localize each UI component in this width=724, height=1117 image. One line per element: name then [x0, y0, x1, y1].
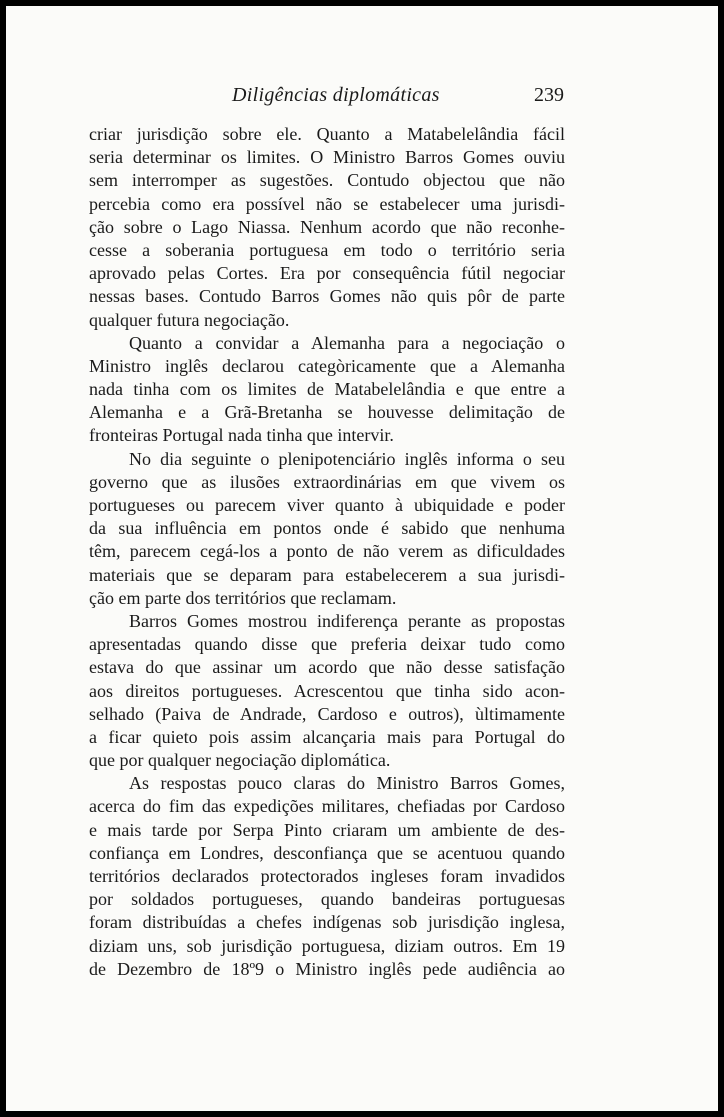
text-line: confiança em Londres, desconfiança que se acentuou quando	[89, 842, 565, 863]
text-line: selhado (Paiva de Andrade, Cardoso e outros), ùltimamente	[89, 703, 565, 724]
text-line: sem interromper as sugestões. Contudo objectou que não	[89, 170, 565, 191]
text-line: por soldados portugueses, quando bandeiras portuguesas	[89, 889, 565, 910]
text-line: diziam uns, sob jurisdição portuguesa, diziam outros. Em 19	[89, 935, 565, 956]
text-line: da sua influência em pontos onde é sabido que nenhuma	[89, 518, 565, 539]
text-line: governo que as ilusões extraordinárias em que vivem os	[89, 471, 565, 492]
text-line: portugueses ou parecem viver quanto à ubiquidade e poder	[89, 495, 565, 515]
text-line: ção sobre o Lago Niassa. Nenhum acordo que não reconhe-	[89, 216, 565, 237]
text-line: Quanto a convidar a Alemanha para a negociação o	[129, 332, 565, 353]
text-line: ção em parte dos territórios que reclamam.	[89, 587, 397, 608]
text-line: materiais que se deparam para estabelecerem a sua jurisdi-	[89, 564, 565, 585]
text-line: têm, parecem cegá-los a ponto de não verem as dificuldades	[89, 541, 565, 562]
text-line: aprovado pelas Cortes. Era por consequência fútil negociar	[89, 263, 565, 284]
text-line: No dia seguinte o plenipotenciário inglês informa o seu	[129, 448, 565, 469]
text-line: cesse a soberania portuguesa em todo o território seria	[89, 239, 565, 260]
text-line: As respostas pouco claras do Ministro Barros Gomes,	[129, 773, 565, 794]
text-line: que por qualquer negociação diplomática.	[89, 750, 391, 771]
running-title: Diligências diplomáticas	[232, 84, 440, 106]
text-line: qualquer futura negociação.	[89, 309, 290, 330]
text-line: territórios declarados protectorados ingleses foram invadidos	[89, 866, 565, 886]
text-line: estava do que assinar um acordo que não desse satisfação	[89, 657, 565, 678]
text-line: apresentadas quando disse que preferia deixar tudo como	[89, 634, 565, 655]
text-line: acerca do fim das expedições militares, chefiadas por Cardoso	[89, 796, 565, 817]
text-line: Barros Gomes mostrou indiferença perante as propostas	[129, 610, 565, 631]
document-page	[6, 6, 718, 1111]
text-line: percebia como era possível não se estabelecer uma jurisdi-	[89, 193, 565, 214]
body-text	[89, 123, 565, 981]
text-line: Ministro inglês declarou categòricamente que a Alemanha	[89, 355, 565, 376]
text-line: nada tinha com os limites de Matabelelândia e que entre a	[89, 379, 565, 400]
text-line: a ficar quieto pois assim alcançaria mais para Portugal do	[89, 726, 565, 747]
text-line: nessas bases. Contudo Barros Gomes não quis pôr de parte	[89, 286, 565, 307]
page-header	[88, 84, 564, 112]
text-line: aos direitos portugueses. Acrescentou que tinha sido acon-	[89, 680, 565, 701]
text-line: Alemanha e a Grã-Bretanha se houvesse delimitação de	[89, 402, 565, 423]
page-number: 239	[534, 84, 564, 106]
text-line: seria determinar os limites. O Ministro Barros Gomes ouviu	[89, 147, 565, 168]
text-line: de Dezembro de 18º9 o Ministro inglês pede audiência ao	[89, 958, 565, 979]
text-line: foram distribuídas a chefes indígenas sob jurisdição inglesa,	[89, 912, 565, 933]
text-line: criar jurisdição sobre ele. Quanto a Matabelelândia fácil	[89, 124, 565, 144]
text-line: e mais tarde por Serpa Pinto criaram um ambiente de des-	[89, 819, 565, 840]
text-line: fronteiras Portugal nada tinha que intervir.	[89, 425, 394, 446]
